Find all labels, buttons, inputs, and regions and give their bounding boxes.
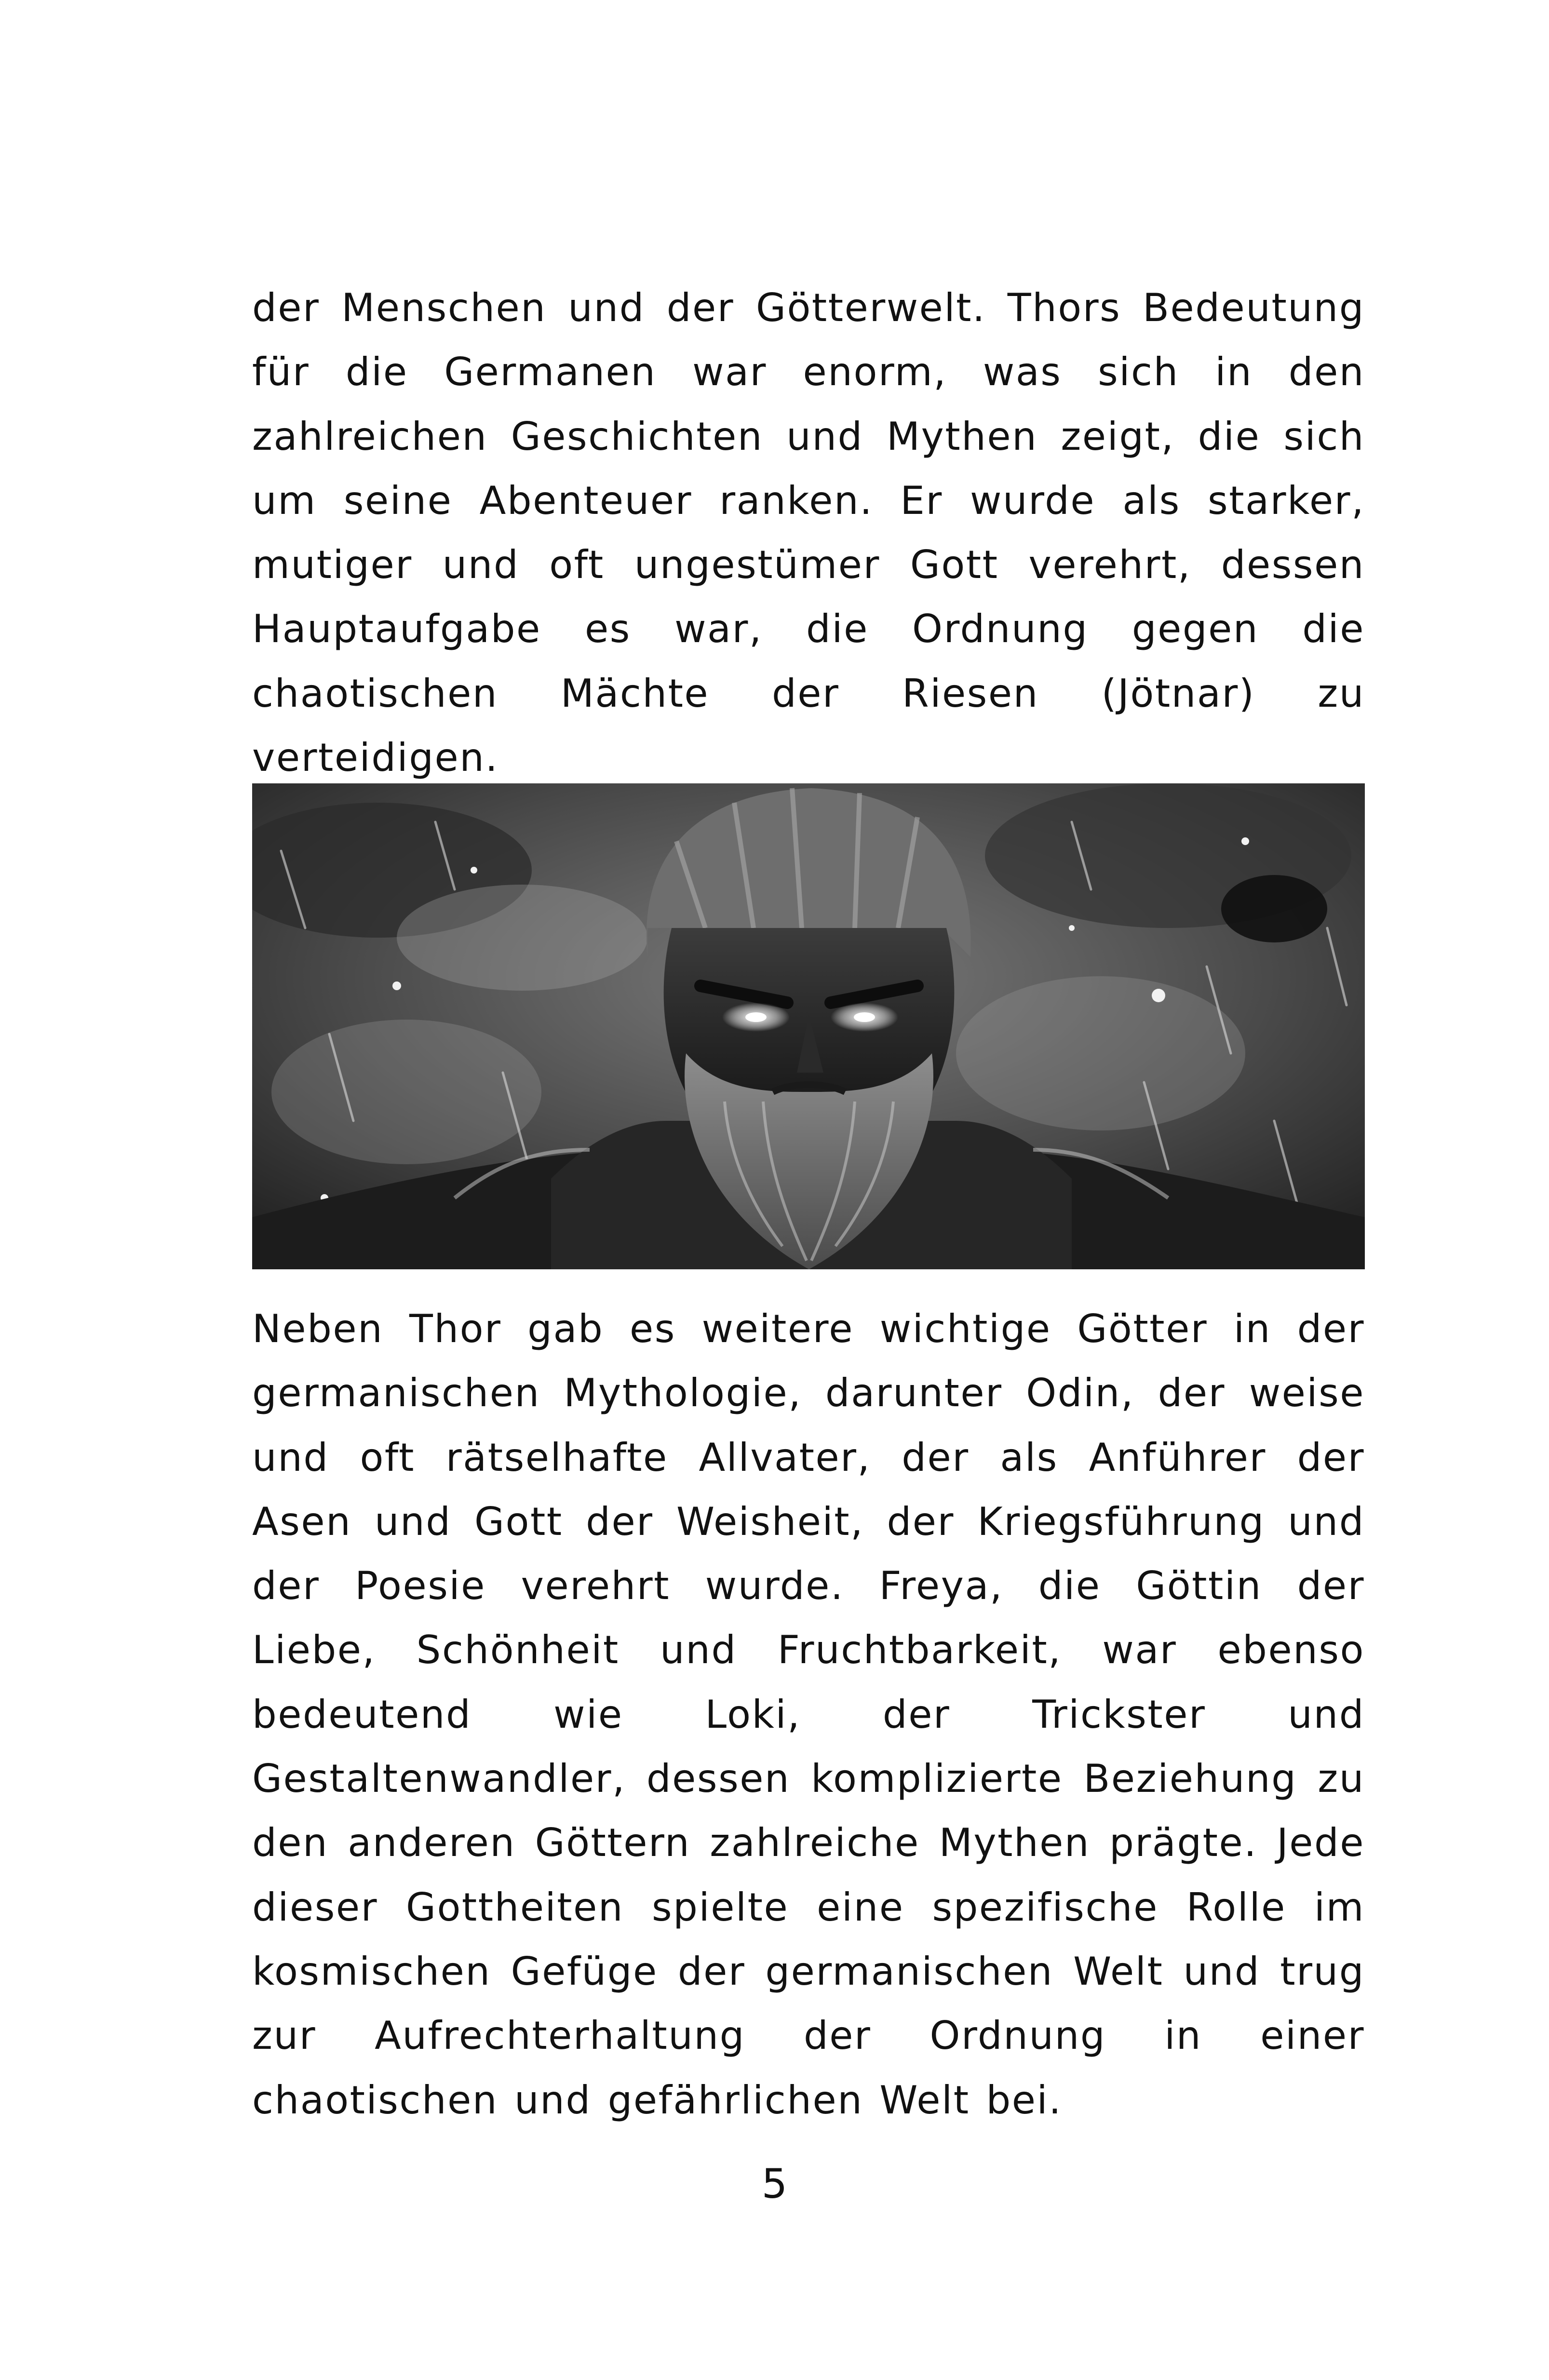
thor-illustration [252, 783, 1365, 1269]
page-number: 5 [761, 2160, 788, 2207]
body-paragraph: der Menschen und der Götterwelt. Thors Bedeutung für die Germanen war enorm, was sich in den zahlreichen Geschichten und Mythen zeigt, die sich um seine Abenteuer ranken. Er wurde als starker, mutiger und oft ungestümer Gott verehrt, dessen Hauptaufgabe es war, die Ordnung gegen die chaotischen Mächte der Riesen (Jötnar) zu verteidigen. [252, 285, 1365, 780]
body-paragraph: Neben Thor gab es weitere wichtige Götter in der germanischen Mythologie, darunter Odin, der weise und oft rätselhafte Allvater, der als Anführer der Asen und Gott der Weisheit, der Kriegsführung und der Poesie verehrt wurde. Freya, die Göttin der Liebe, Schönheit und Fruchtbarkeit, war ebenso bedeutend wie Loki, der Trickster und Gestaltenwandler, dessen komplizierte Beziehung zu den anderen Göttern zahlreiche Mythen prägte. Jede dieser Gottheiten spielte eine spezifische Rolle im kosmischen Gefüge der germanischen Welt und trug zur Aufrechterhaltung der Ordnung in einer chaotischen und gefährlichen Welt bei. [252, 1306, 1365, 2123]
